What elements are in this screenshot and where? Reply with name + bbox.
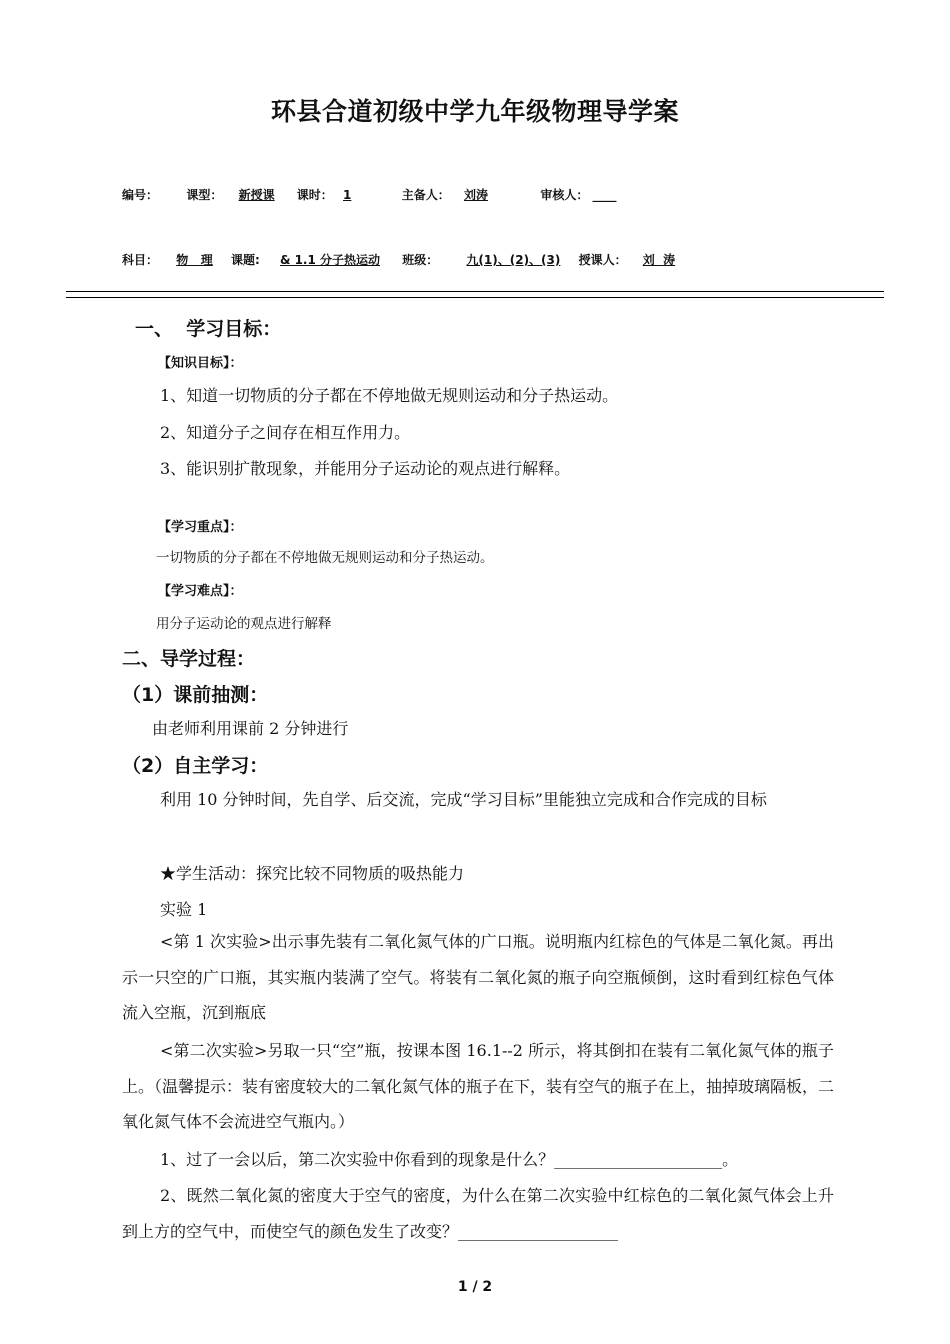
knowledge-goals-label: 【知识目标】： bbox=[158, 356, 243, 371]
knowledge-goal-2: 2、知道分子之间存在相互作用力。 bbox=[160, 423, 411, 442]
section1-heading: 一、 学习目标： bbox=[135, 318, 282, 340]
self-study-paragraph: 利用 10 分钟时间，先自学、后交流，完成“学习目标”里能独立完成和合作完成的目标 bbox=[160, 790, 767, 809]
keshi-value: 1 bbox=[343, 188, 352, 202]
header-divider-top bbox=[66, 291, 884, 292]
knowledge-goal-1: 1、知道一切物质的分子都在不停地做无规则运动和分子热运动。 bbox=[160, 386, 619, 405]
zhubei-label: 主备人： bbox=[401, 188, 450, 202]
experiment-paragraph-1: <第 1 次实验>出示事先装有二氧化氮气体的广口瓶。说明瓶内红棕色的气体是二氧化氮。再出示一只空的广口瓶，其实瓶内装满了空气。将装有二氧化氮的瓶子向空瓶倾倒，这时看到红棕色气体流入空瓶，沉到瓶底 bbox=[122, 932, 834, 1022]
banji-value: 九(1)、(2)、(3) bbox=[466, 253, 561, 267]
header-meta-row-2 bbox=[122, 251, 689, 268]
student-activity: ★学生活动：探究比较不同物质的吸热能力 bbox=[160, 864, 465, 883]
focus-label: 【学习重点】： bbox=[158, 520, 243, 535]
knowledge-goal-3: 3、能识别扩散现象，并能用分子运动论的观点进行解释。 bbox=[160, 459, 571, 478]
pre-class-test-text: 由老师利用课前 2 分钟进行 bbox=[152, 719, 349, 738]
shouke-value: 刘 涛 bbox=[642, 253, 676, 267]
pre-class-test-heading: （1）课前抽测： bbox=[122, 684, 269, 706]
bianhao-label: 编号： bbox=[122, 188, 159, 202]
page-title: 环县合道初级中学九年级物理导学案 bbox=[270, 97, 679, 126]
shouke-label: 授课人： bbox=[578, 253, 627, 267]
shenhe-label: 审核人： bbox=[540, 188, 589, 202]
question-2: 2、既然二氧化氮的密度大于空气的密度，为什么在第二次实验中红棕色的二氧化氮气体会上升到上方的空气中，而使空气的颜色发生了改变？____________________ bbox=[122, 1186, 834, 1241]
kemu-value: 物 理 bbox=[176, 253, 213, 267]
header-divider-bottom bbox=[66, 297, 884, 298]
difficulty-text: 用分子运动论的观点进行解释 bbox=[156, 616, 332, 632]
keti-value: & 1.1 分子热运动 bbox=[279, 253, 381, 267]
section2-heading: 二、导学过程： bbox=[122, 648, 256, 670]
keti-label: 课题: bbox=[230, 253, 260, 267]
kexing-value: 新授课 bbox=[238, 188, 275, 202]
banji-label: 班级： bbox=[402, 253, 439, 267]
header-meta-row-1 bbox=[122, 186, 617, 203]
page-number: 1 / 2 bbox=[457, 1279, 493, 1295]
question-1: 1、过了一会以后，第二次实验中你看到的现象是什么？_____________________。 bbox=[160, 1150, 739, 1169]
shenhe-value: ____ bbox=[592, 188, 617, 202]
keshi-label: 课时： bbox=[296, 188, 333, 202]
self-study-heading: （2）自主学习： bbox=[122, 755, 269, 777]
kexing-label: 课型： bbox=[186, 188, 223, 202]
difficulty-label: 【学习难点】： bbox=[158, 584, 243, 599]
zhubei-value: 刘涛 bbox=[463, 188, 488, 202]
focus-text: 一切物质的分子都在不停地做无规则运动和分子热运动。 bbox=[156, 550, 494, 566]
kemu-label: 科目： bbox=[122, 253, 159, 267]
experiment-paragraph-2: <第二次实验>另取一只“空”瓶，按课本图 16.1--2 所示，将其倒扣在装有二氧化氮气体的瓶子上。（温馨提示：装有密度较大的二氧化氮气体的瓶子在下，装有空气的瓶子在上，抽掉玻璃隔板，二氧化氮气体不会流进空气瓶内。） bbox=[122, 1041, 835, 1131]
experiment-title: 实验 1 bbox=[160, 900, 208, 919]
